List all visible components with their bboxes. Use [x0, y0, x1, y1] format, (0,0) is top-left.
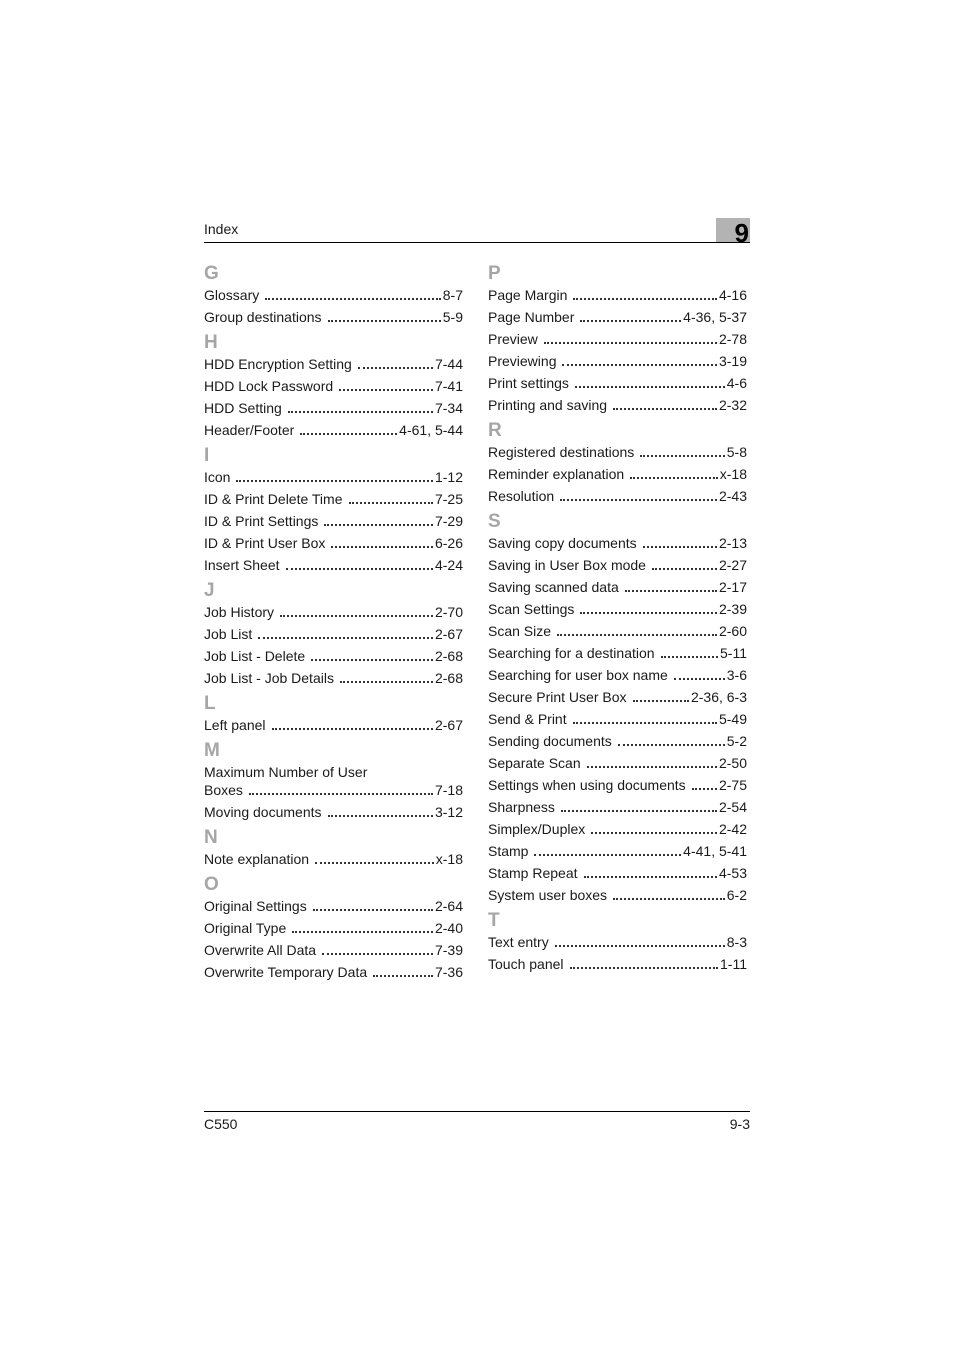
dot-leader	[630, 477, 718, 479]
chapter-number: 9	[734, 218, 749, 248]
dot-leader	[557, 634, 717, 636]
dot-leader	[324, 524, 433, 526]
entry-label: HDD Encryption Setting	[204, 356, 352, 372]
dot-leader	[300, 433, 397, 435]
dot-leader	[618, 744, 725, 746]
index-entry	[204, 604, 463, 620]
entry-page-ref: 1-12	[434, 469, 463, 485]
entry-page-ref: 4-61, 5-44	[399, 422, 463, 438]
dot-leader	[587, 766, 717, 768]
entry-page-ref: 7-34	[434, 400, 463, 416]
entry-label: Page Number	[488, 309, 575, 325]
dot-leader	[288, 411, 433, 413]
section-letter: L	[204, 693, 216, 714]
index-entry	[488, 711, 747, 727]
index-entry	[204, 920, 463, 936]
dot-leader	[643, 546, 717, 548]
entry-page-ref: 5-9	[442, 309, 463, 325]
index-column-left	[204, 262, 463, 986]
entry-label: HDD Lock Password	[204, 378, 334, 394]
index-section	[204, 262, 463, 325]
dot-leader	[555, 945, 725, 947]
entry-page-ref: 4-16	[718, 287, 747, 303]
entry-page-ref: 2-32	[718, 397, 747, 413]
index-entry	[204, 491, 463, 507]
entry-page-ref: 3-12	[434, 804, 463, 820]
entry-page-ref: 2-39	[718, 601, 747, 617]
index-entry	[488, 843, 747, 859]
index-entry	[204, 964, 463, 980]
index-entry	[488, 579, 747, 595]
section-letter: J	[204, 580, 215, 601]
entry-label: Secure Print User Box	[488, 689, 627, 705]
entry-label: Simplex/Duplex	[488, 821, 586, 837]
entry-page-ref: 2-67	[434, 717, 463, 733]
entry-page-ref: 2-50	[718, 755, 747, 771]
entry-page-ref: 2-17	[718, 579, 747, 595]
dot-leader	[249, 793, 433, 795]
index-entry	[204, 804, 463, 820]
entry-page-ref: 7-25	[434, 491, 463, 507]
dot-leader	[311, 659, 433, 661]
index-entry	[204, 378, 463, 394]
entry-label: Saving copy documents	[488, 535, 637, 551]
entry-page-ref: 4-6	[726, 375, 747, 391]
dot-leader	[313, 909, 433, 911]
dot-leader	[575, 386, 725, 388]
index-entry	[488, 733, 747, 749]
entry-label: Insert Sheet	[204, 557, 280, 573]
dot-leader	[331, 546, 433, 548]
index-column-right	[488, 262, 747, 978]
entry-page-ref: x-18	[435, 851, 463, 867]
entry-page-ref: 2-42	[718, 821, 747, 837]
entry-label: Scan Settings	[488, 601, 575, 617]
entry-label: Group destinations	[204, 309, 322, 325]
entry-label: Overwrite Temporary Data	[204, 964, 368, 980]
entry-label: Job List - Job Details	[204, 670, 334, 686]
section-letter: N	[204, 827, 218, 848]
index-entry	[488, 353, 747, 369]
dot-leader	[580, 612, 717, 614]
entry-label: Sending documents	[488, 733, 612, 749]
dot-leader	[674, 678, 725, 680]
index-entry	[488, 865, 747, 881]
index-entry	[488, 444, 747, 460]
entry-page-ref: 7-39	[434, 942, 463, 958]
index-entry	[488, 667, 747, 683]
dot-leader	[322, 953, 433, 955]
index-entry	[204, 356, 463, 372]
entry-label: ID & Print Settings	[204, 513, 319, 529]
entry-page-ref: 2-75	[718, 777, 747, 793]
dot-leader	[562, 364, 716, 366]
entry-label: Saving scanned data	[488, 579, 619, 595]
entry-label: Resolution	[488, 488, 555, 504]
entry-page-ref: 2-70	[434, 604, 463, 620]
entry-page-ref: 2-60	[718, 623, 747, 639]
index-entry	[488, 535, 747, 551]
footer-model: C550	[204, 1116, 238, 1132]
entry-page-ref: 2-43	[718, 488, 747, 504]
dot-leader	[625, 590, 717, 592]
entry-label: Printing and saving	[488, 397, 608, 413]
section-letter: T	[488, 910, 500, 931]
entry-label: Sharpness	[488, 799, 555, 815]
entry-page-ref: 2-36, 6-3	[690, 689, 747, 705]
entry-page-ref: 2-40	[434, 920, 463, 936]
index-entry	[488, 309, 747, 325]
dot-leader	[661, 656, 718, 658]
dot-leader	[339, 389, 433, 391]
entry-label: Job List	[204, 626, 253, 642]
entry-label: Preview	[488, 331, 538, 347]
entry-page-ref: 4-53	[718, 865, 747, 881]
dot-leader	[573, 298, 717, 300]
entry-label: Header/Footer	[204, 422, 295, 438]
index-section	[488, 419, 747, 504]
entry-label: Stamp	[488, 843, 529, 859]
entry-page-ref: 6-2	[726, 887, 747, 903]
entry-page-ref: 7-41	[434, 378, 463, 394]
entry-page-ref: 8-7	[442, 287, 463, 303]
index-entry	[488, 821, 747, 837]
entry-label: Glossary	[204, 287, 260, 303]
index-entry	[204, 557, 463, 573]
entry-page-ref: x-18	[719, 466, 747, 482]
dot-leader	[328, 320, 441, 322]
dot-leader	[633, 700, 689, 702]
index-entry	[488, 934, 747, 950]
dot-leader	[292, 931, 433, 933]
section-letter: S	[488, 511, 501, 532]
page-header	[204, 214, 750, 248]
entry-label: System user boxes	[488, 887, 608, 903]
index-section	[488, 510, 747, 903]
entry-page-ref: 2-13	[718, 535, 747, 551]
entry-label: Saving in User Box mode	[488, 557, 646, 573]
dot-leader	[280, 615, 433, 617]
dot-leader	[560, 499, 717, 501]
index-entry	[488, 799, 747, 815]
entry-page-ref: 3-19	[718, 353, 747, 369]
entry-page-ref: 4-36, 5-37	[683, 309, 747, 325]
section-letter: I	[204, 445, 210, 466]
entry-label: Scan Size	[488, 623, 552, 639]
entry-label: Searching for a destination	[488, 645, 655, 661]
entry-label: ID & Print Delete Time	[204, 491, 343, 507]
entry-page-ref: 2-64	[434, 898, 463, 914]
entry-label: Icon	[204, 469, 231, 485]
entry-page-ref: 7-36	[434, 964, 463, 980]
entry-label: HDD Setting	[204, 400, 282, 416]
entry-label: Registered destinations	[488, 444, 635, 460]
dot-leader	[265, 298, 441, 300]
index-entry	[488, 755, 747, 771]
dot-leader	[258, 637, 433, 639]
entry-label: Page Margin	[488, 287, 568, 303]
footer-page-number: 9-3	[729, 1116, 750, 1132]
entry-page-ref: 2-27	[718, 557, 747, 573]
entry-label: Reminder explanation	[488, 466, 625, 482]
index-section	[204, 331, 463, 438]
header-title: Index	[204, 221, 239, 237]
section-letter: P	[488, 263, 501, 284]
entry-label: Previewing	[488, 353, 557, 369]
entry-line	[204, 782, 463, 798]
entry-label: Maximum Number of User	[204, 764, 368, 780]
dot-leader	[544, 342, 717, 344]
index-entry	[488, 331, 747, 347]
index-entry	[204, 400, 463, 416]
index-entry	[488, 887, 747, 903]
index-entry	[204, 717, 463, 733]
index-entry	[488, 397, 747, 413]
dot-leader	[272, 728, 433, 730]
entry-page-ref: 2-78	[718, 331, 747, 347]
dot-leader	[328, 815, 433, 817]
dot-leader	[580, 320, 681, 322]
entry-page-ref: 7-44	[434, 356, 463, 372]
dot-leader	[613, 408, 717, 410]
index-entry	[204, 422, 463, 438]
entry-label: Print settings	[488, 375, 569, 391]
entry-page-ref: 5-49	[718, 711, 747, 727]
index-entry	[488, 777, 747, 793]
dot-leader	[591, 832, 717, 834]
entry-page-ref: 4-41, 5-41	[683, 843, 747, 859]
entry-page-ref: 4-24	[434, 557, 463, 573]
dot-leader	[349, 502, 433, 504]
index-entry	[488, 557, 747, 573]
entry-label: ID & Print User Box	[204, 535, 326, 551]
index-entry	[204, 626, 463, 642]
entry-page-ref: 7-18	[434, 782, 463, 798]
entry-page-ref: 5-8	[726, 444, 747, 460]
index-entry	[204, 898, 463, 914]
index-entry	[204, 513, 463, 529]
dot-leader	[640, 455, 724, 457]
entry-label: Job History	[204, 604, 275, 620]
dot-leader	[584, 876, 717, 878]
index-entry	[204, 469, 463, 485]
index-section	[204, 579, 463, 686]
section-letter: R	[488, 420, 502, 441]
index-entry	[204, 648, 463, 664]
index-section	[204, 739, 463, 820]
section-letter: O	[204, 874, 219, 895]
entry-page-ref: 2-68	[434, 648, 463, 664]
dot-leader	[286, 568, 433, 570]
entry-label: Separate Scan	[488, 755, 581, 771]
index-section	[204, 826, 463, 867]
section-letter: M	[204, 740, 220, 761]
entry-label: Searching for user box name	[488, 667, 668, 683]
dot-leader	[534, 854, 681, 856]
index-entry	[204, 287, 463, 303]
entry-page-ref: 2-68	[434, 670, 463, 686]
section-letter: H	[204, 332, 218, 353]
entry-label: Left panel	[204, 717, 266, 733]
index-section	[204, 692, 463, 733]
index-entry	[204, 309, 463, 325]
index-entry	[204, 764, 463, 798]
index-entry	[488, 601, 747, 617]
entry-page-ref: 8-3	[726, 934, 747, 950]
entry-label: Moving documents	[204, 804, 322, 820]
index-entry	[488, 645, 747, 661]
dot-leader	[652, 568, 717, 570]
dot-leader	[373, 975, 433, 977]
index-entry	[488, 956, 747, 972]
index-entry	[488, 375, 747, 391]
entry-label-continued: Boxes	[204, 782, 243, 798]
index-section	[204, 873, 463, 980]
index-entry	[488, 488, 747, 504]
index-entry	[204, 851, 463, 867]
dot-leader	[570, 967, 719, 969]
index-entry	[488, 466, 747, 482]
entry-label: Overwrite All Data	[204, 942, 317, 958]
entry-page-ref: 5-2	[726, 733, 747, 749]
entry-label: Text entry	[488, 934, 549, 950]
dot-leader	[692, 788, 717, 790]
index-entry	[488, 689, 747, 705]
dot-leader	[561, 810, 717, 812]
index-entry	[204, 535, 463, 551]
entry-label: Touch panel	[488, 956, 564, 972]
entry-label: Send & Print	[488, 711, 567, 727]
page-footer	[204, 1111, 750, 1132]
entry-page-ref: 7-29	[434, 513, 463, 529]
dot-leader	[613, 898, 725, 900]
dot-leader	[315, 862, 434, 864]
entry-label: Original Type	[204, 920, 287, 936]
section-letter: G	[204, 263, 219, 284]
chapter-tab	[716, 218, 750, 248]
entry-page-ref: 2-67	[434, 626, 463, 642]
entry-page-ref: 2-54	[718, 799, 747, 815]
index-section	[488, 909, 747, 972]
dot-leader	[358, 367, 433, 369]
entry-label: Job List - Delete	[204, 648, 306, 664]
index-entry	[488, 287, 747, 303]
entry-page-ref: 3-6	[726, 667, 747, 683]
index-section	[204, 444, 463, 573]
index-entry	[204, 670, 463, 686]
index-entry	[204, 942, 463, 958]
dot-leader	[236, 480, 433, 482]
entry-page-ref: 5-11	[720, 645, 747, 661]
index-section	[488, 262, 747, 413]
entry-label: Stamp Repeat	[488, 865, 578, 881]
dot-leader	[340, 681, 433, 683]
entry-label: Note explanation	[204, 851, 310, 867]
entry-page-ref: 6-26	[434, 535, 463, 551]
dot-leader	[573, 722, 717, 724]
entry-label: Settings when using documents	[488, 777, 686, 793]
entry-page-ref: 1-11	[720, 956, 747, 972]
entry-label: Original Settings	[204, 898, 307, 914]
index-entry	[488, 623, 747, 639]
